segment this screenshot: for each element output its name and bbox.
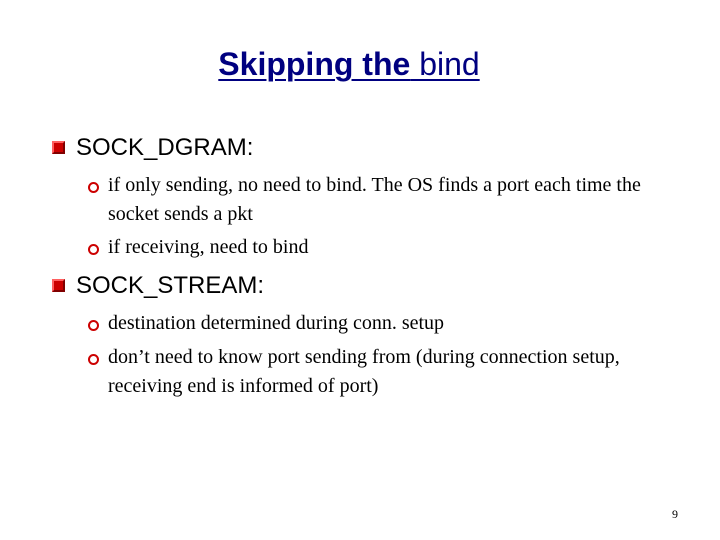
ring-bullet-icon bbox=[88, 320, 99, 331]
ring-bullet-icon bbox=[88, 182, 99, 193]
square-bullet-icon bbox=[52, 141, 65, 154]
square-bullet-icon bbox=[52, 279, 65, 292]
sub-bullet-dgram-sending-text: if only sending, no need to bind. The OS finds a port each time the socket sends a pkt bbox=[108, 174, 641, 225]
sub-bullet-stream-destination-text: destination determined during conn. setup bbox=[108, 312, 445, 334]
page-number: 9 bbox=[672, 507, 678, 521]
sub-bullet-stream-port-text: don’t need to know port sending from (during connection setup, receiving end is informed of port) bbox=[108, 346, 620, 397]
slide-title-bind: bind bbox=[410, 46, 480, 82]
ring-bullet-icon bbox=[88, 244, 99, 255]
slide-title-bold: Skipping the bbox=[218, 46, 411, 82]
ring-bullet-icon bbox=[88, 354, 99, 365]
sub-bullet-dgram-receiving-text: if receiving, need to bind bbox=[108, 236, 309, 258]
bullet-sock-stream-label: SOCK_STREAM: bbox=[76, 272, 265, 299]
bullet-sock-dgram-label: SOCK_DGRAM: bbox=[76, 134, 254, 161]
